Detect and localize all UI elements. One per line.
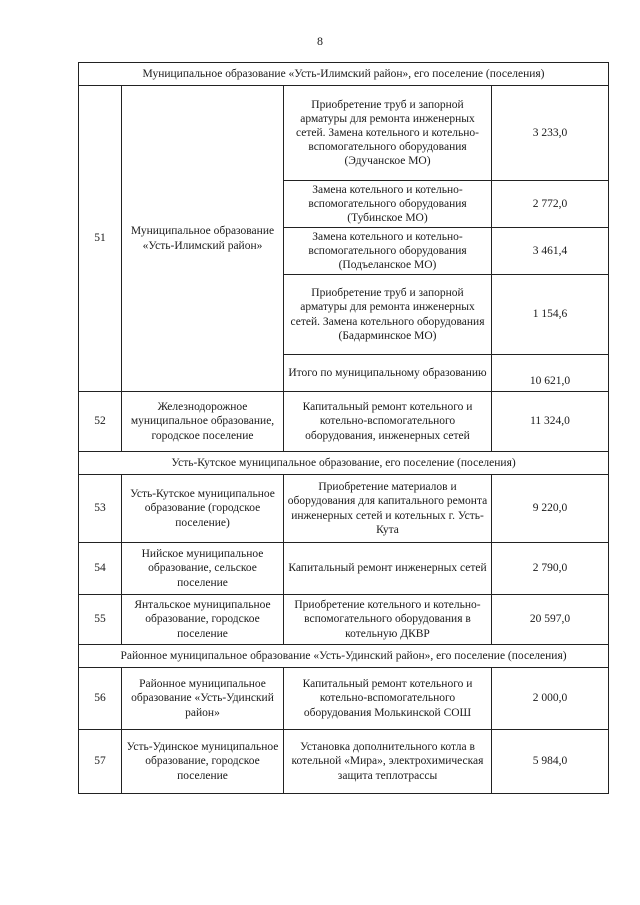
- municipality-name: Муниципальное образование «Усть-Илимский район»: [122, 86, 284, 392]
- work-description: Капитальный ремонт инженерных сетей: [284, 543, 492, 595]
- amount: 3 461,4: [492, 228, 609, 275]
- amount: 2 772,0: [492, 181, 609, 228]
- row-number: 55: [79, 595, 122, 645]
- subtotal-amount: 10 621,0: [492, 355, 609, 392]
- section-header: [79, 63, 609, 86]
- row-number: 51: [79, 86, 122, 392]
- work-description: Капитальный ремонт котельного и котельно-вспомогательного оборудования Молькинской СОШ: [284, 668, 492, 730]
- row-number: 56: [79, 668, 122, 730]
- amount: 5 984,0: [492, 730, 609, 794]
- work-description: Замена котельного и котельно-вспомогательного оборудования (Подъеланское МО): [284, 228, 492, 275]
- table-row: [79, 730, 609, 794]
- row-number: 57: [79, 730, 122, 794]
- work-description: Приобретение труб и запорной арматуры для ремонта инженерных сетей. Замена котельного оборудования (Бадарминское МО): [284, 275, 492, 355]
- table-row: [79, 543, 609, 595]
- page-number: 8: [317, 34, 323, 48]
- amount: 1 154,6: [492, 275, 609, 355]
- amount: 20 597,0: [492, 595, 609, 645]
- work-description: Приобретение труб и запорной арматуры для ремонта инженерных сетей. Замена котельного и котельно-вспомогательного оборудования (Эдучанское МО): [284, 86, 492, 181]
- municipality-name: Районное муниципальное образование «Усть-Удинский район»: [122, 668, 284, 730]
- municipality-name: Усть-Кутское муниципальное образование (городское поселение): [122, 475, 284, 543]
- municipality-name: Усть-Удинское муниципальное образование, городское поселение: [122, 730, 284, 794]
- row-number: 53: [79, 475, 122, 543]
- amount: 2 790,0: [492, 543, 609, 595]
- row-number: 52: [79, 392, 122, 452]
- amount: 11 324,0: [492, 392, 609, 452]
- amount: 9 220,0: [492, 475, 609, 543]
- municipality-name: Нийское муниципальное образование, сельское поселение: [122, 543, 284, 595]
- section-title: Муниципальное образование «Усть-Илимский район», его поселение (поселения): [79, 63, 609, 86]
- funding-table: [78, 62, 609, 794]
- amount: 3 233,0: [492, 86, 609, 181]
- section-header: [79, 452, 609, 475]
- work-description: Приобретение материалов и оборудования для капитального ремонта инженерных сетей и котельных г. Усть- Кута: [284, 475, 492, 543]
- municipality-name: Железнодорожное муниципальное образование, городское поселение: [122, 392, 284, 452]
- table-row: [79, 595, 609, 645]
- table-row: [79, 392, 609, 452]
- section-title: Районное муниципальное образование «Усть-Удинский район», его поселение (поселения): [79, 645, 609, 668]
- work-description: Приобретение котельного и котельно-вспомогательного оборудования в котельную ДКВР: [284, 595, 492, 645]
- row-number: 54: [79, 543, 122, 595]
- subtotal-label: Итого по муниципальному образованию: [284, 355, 492, 392]
- table-row: [79, 668, 609, 730]
- section-title: Усть-Кутское муниципальное образование, его поселение (поселения): [79, 452, 609, 475]
- work-description: Установка дополнительного котла в котельной «Мира», электрохимическая защита теплотрассы: [284, 730, 492, 794]
- municipality-name: Янтальское муниципальное образование, городское поселение: [122, 595, 284, 645]
- table-row: [79, 475, 609, 543]
- work-description: Замена котельного и котельно-вспомогательного оборудования (Тубинское МО): [284, 181, 492, 228]
- work-description: Капитальный ремонт котельного и котельно-вспомогательного оборудования, инженерных сетей: [284, 392, 492, 452]
- section-header: [79, 645, 609, 668]
- table-row: [79, 86, 609, 181]
- amount: 2 000,0: [492, 668, 609, 730]
